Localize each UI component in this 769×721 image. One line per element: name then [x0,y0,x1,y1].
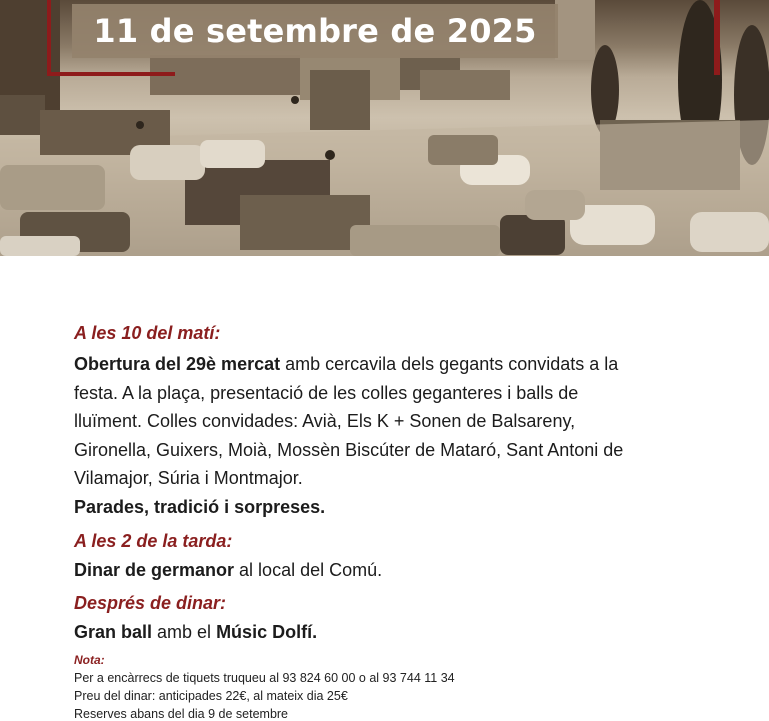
section-body-morning [74,350,714,521]
frame-line-left [47,0,51,76]
section-heading-afternoon: A les 2 de la tarda: [74,531,233,551]
body-line: lluïment. Colles convidades: Avià, Els K + Sonen de Balsareny, [74,411,576,431]
frame-line-bottom [47,72,175,76]
note-line-price: Preu del dinar: anticipades 22€, al mateix dia 25€ [74,689,348,703]
tagline: Parades, tradició i sorpreses. [74,496,326,517]
date-banner-text: 11 de setembre de 2025 [93,12,537,50]
note-line-reservations: Reserves abans del dia 9 de setembre [74,707,289,721]
date-banner [72,4,558,58]
body-line: Obertura del 29è mercat amb cercavila dels gegants convidats a la [74,354,619,374]
note-title: Nota: [74,653,105,667]
section-heading-morning: A les 10 del matí: [74,323,221,343]
frame-line-right [714,0,720,75]
body-line: festa. A la plaça, presentació de les colles geganteres i balls de [74,382,579,403]
note-line-tickets: Per a encàrrecs de tiquets truqueu al 93 824 60 00 o al 93 744 11 34 [74,671,455,685]
body-line: Gironella, Guixers, Moià, Mossèn Biscúter de Mataró, Sant Antoni de [74,439,624,460]
market-photo [0,0,769,256]
section-heading-after-lunch: Després de dinar: [74,593,227,613]
section-body-after-lunch: Gran ball amb el Músic Dolfí. [74,622,318,642]
body-line: Vilamajor, Súria i Montmajor. [74,468,303,488]
section-body-afternoon: Dinar de germanor al local del Comú. [74,560,383,580]
